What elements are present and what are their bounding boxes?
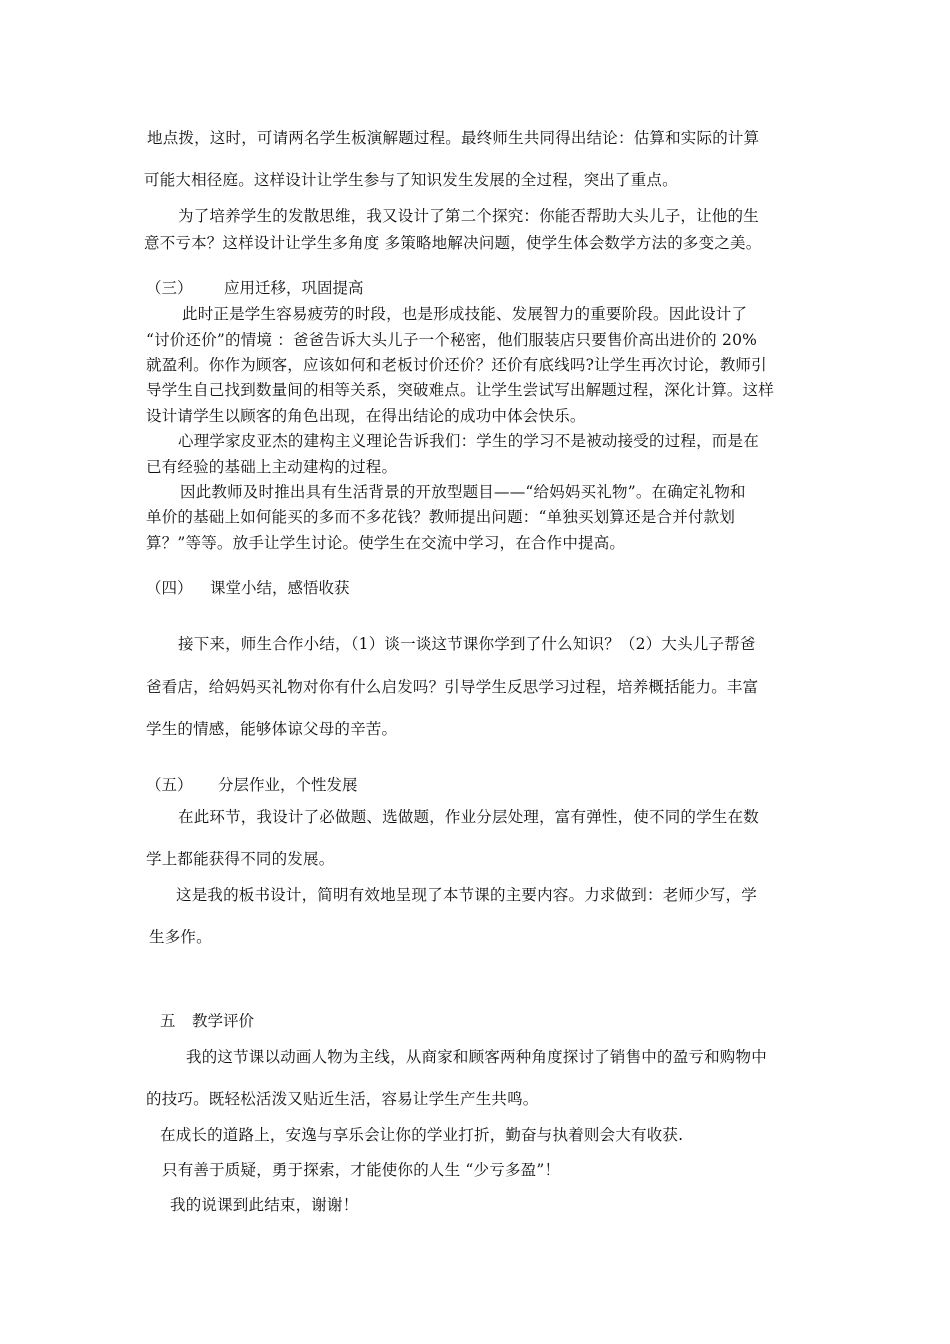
paragraph-line: 我的说课到此结束，谢谢！ bbox=[170, 1196, 359, 1214]
paragraph-line: 学生的情感，能够体谅父母的辛苦。 bbox=[146, 720, 398, 738]
paragraph-line: 爸看店，给妈妈买礼物对你有什么启发吗？引导学生反思学习过程，培养概括能力。丰富 bbox=[146, 678, 759, 696]
paragraph-line: 这是我的板书设计，简明有效地呈现了本节课的主要内容。力求做到：老师少写，学 bbox=[176, 886, 757, 904]
section-heading bbox=[146, 775, 358, 795]
paragraph-line: 学上都能获得不同的发展。 bbox=[146, 850, 335, 868]
section-title: 课堂小结，感悟收获 bbox=[210, 579, 350, 597]
section-title: 分层作业，个性发展 bbox=[218, 776, 358, 794]
paragraph-line: 因此教师及时推出具有生活背景的开放型题目——“给妈妈买礼物”。在确定礼物和 bbox=[180, 483, 746, 501]
section-heading bbox=[160, 1011, 254, 1031]
section-number: （四） bbox=[146, 579, 193, 597]
section-title: 应用迁移，巩固提高 bbox=[224, 279, 364, 297]
paragraph-line: 单价的基础上如何能买的多而不多花钱？教师提出问题：“单独买划算还是合并付款划 bbox=[146, 508, 736, 526]
paragraph-line: 设计请学生以顾客的角色出现，在得出结论的成功中体会快乐。 bbox=[146, 407, 586, 425]
paragraph-line: 心理学家皮亚杰的建构主义理论告诉我们：学生的学习不是被动接受的过程，而是在 bbox=[178, 432, 759, 450]
section-number: （五） bbox=[146, 776, 193, 794]
section-number: 五 bbox=[160, 1012, 176, 1030]
paragraph-line: 我的这节课以动画人物为主线，从商家和顾客两种角度探讨了销售中的盈亏和购物中 bbox=[186, 1048, 767, 1066]
paragraph-line: 在成长的道路上，安逸与享乐会让你的学业打折，勤奋与执着则会大有收获. bbox=[160, 1126, 684, 1144]
paragraph-line: 的技巧。既轻松活泼又贴近生活，容易让学生产生共鸣。 bbox=[146, 1090, 539, 1108]
paragraph-line: 此时正是学生容易疲劳的时段，也是形成技能、发展智力的重要阶段。因此设计了 bbox=[182, 305, 748, 323]
section-heading bbox=[146, 278, 364, 298]
paragraph-line: 意不亏本？这样设计让学生多角度 多策略地解决问题，使学生体会数学方法的多变之美。 bbox=[144, 234, 762, 252]
paragraph-line: 生多作。 bbox=[149, 928, 212, 946]
paragraph-line: 已有经验的基础上主动建构的过程。 bbox=[146, 458, 398, 476]
paragraph-line: 只有善于质疑，勇于探索，才能使你的人生 “少亏多盈”！ bbox=[162, 1161, 561, 1179]
paragraph-line: “讨价还价”的情境 ：爸爸告诉大头儿子一个秘密，他们服装店只要售价高出进价的 20% bbox=[146, 331, 758, 349]
section-heading bbox=[146, 578, 350, 598]
paragraph-line: 为了培养学生的发散思维，我又设计了第二个探究：你能否帮助大头儿子，让他的生 bbox=[178, 207, 759, 225]
section-number: （三） bbox=[146, 279, 193, 297]
paragraph-line: 就盈利。你作为顾客，应该如何和老板讨价还价？还价有底线吗?让学生再次讨论，教师引 bbox=[146, 356, 767, 374]
section-title: 教学评价 bbox=[192, 1012, 255, 1030]
paragraph-line: 导学生自己找到数量间的相等关系，突破难点。让学生尝试写出解题过程，深化计算。这样 bbox=[146, 381, 775, 399]
paragraph-line: 地点拨，这时，可请两名学生板演解题过程。最终师生共同得出结论：估算和实际的计算 bbox=[147, 129, 760, 147]
paragraph-line: 算？”等等。放手让学生讨论。使学生在交流中学习，在合作中提高。 bbox=[146, 534, 626, 552]
paragraph-line: 可能大相径庭。这样设计让学生参与了知识发生发展的全过程，突出了重点。 bbox=[144, 171, 678, 189]
paragraph-line: 在此环节，我设计了必做题、选做题，作业分层处理，富有弹性，使不同的学生在数 bbox=[178, 808, 759, 826]
paragraph-line: 接下来，师生合作小结，（1）谈一谈这节课你学到了什么知识？（2）大头儿子帮爸 bbox=[178, 635, 756, 653]
